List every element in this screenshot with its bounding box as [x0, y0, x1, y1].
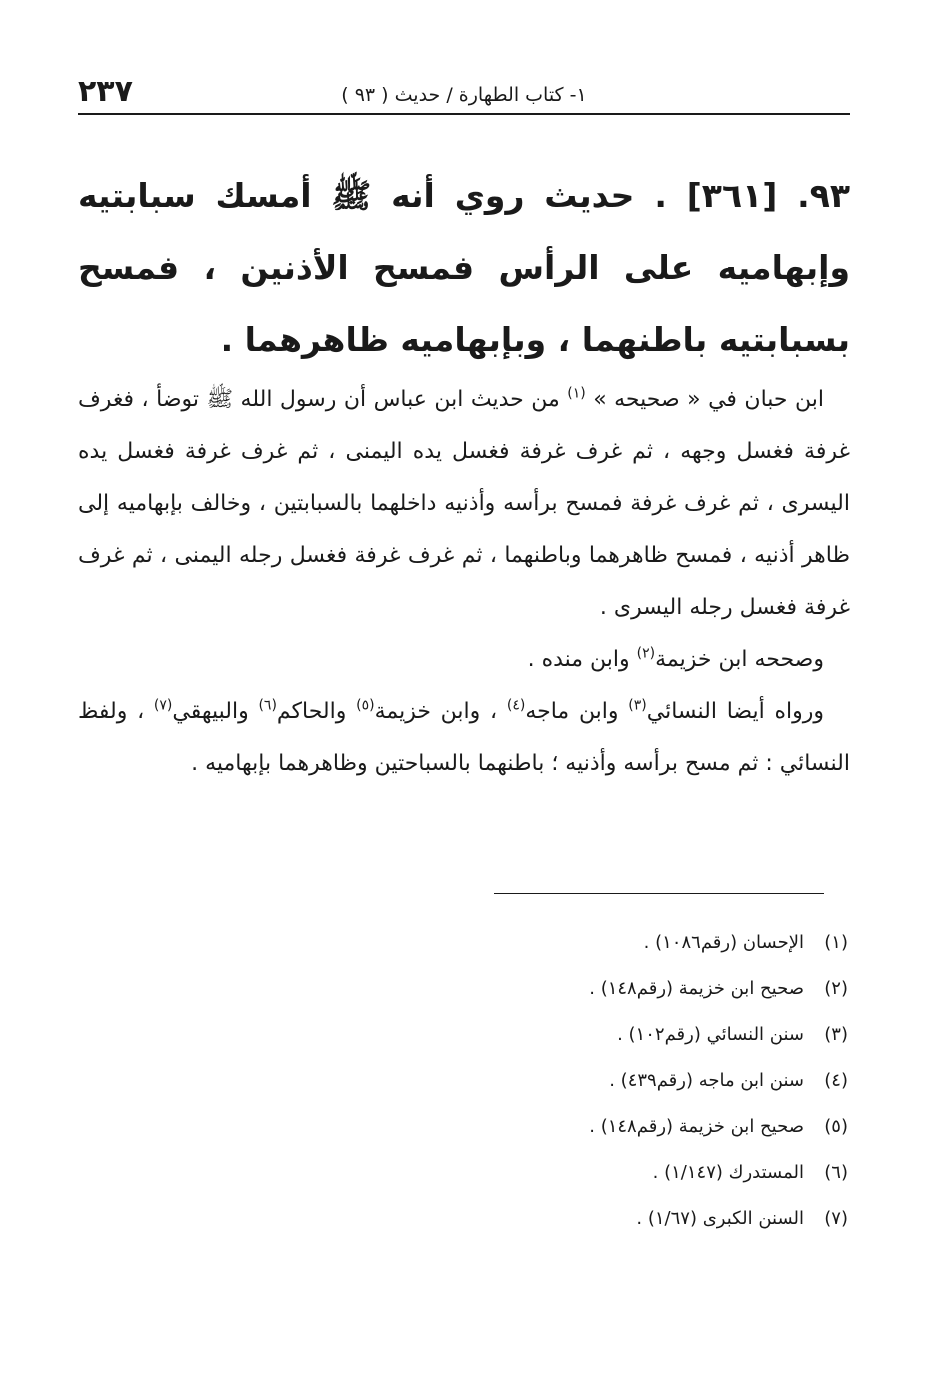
- paragraph-text: ، ولفظ النسائي : ثم مسح برأسه وأذنيه ؛ باطنهما بالسباحتين وظاهرهما بإبهاميه .: [78, 699, 850, 776]
- paragraph-text: ورواه أيضا النسائي: [646, 699, 824, 724]
- footnote-number: (٢): [824, 978, 848, 999]
- footnote-number: (٤): [824, 1070, 848, 1091]
- footnotes-list: [78, 920, 848, 1242]
- footnote-text: صحيح ابن خزيمة (رقم١٤٨) .: [589, 978, 804, 999]
- footnote-item: [78, 1196, 848, 1242]
- footnote-ref-5[interactable]: (٥): [356, 697, 375, 714]
- footnote-item: [78, 1058, 848, 1104]
- footnote-number: (١): [824, 932, 848, 953]
- footnote-item: [78, 1012, 848, 1058]
- footnote-ref-4[interactable]: (٤): [506, 697, 526, 714]
- footnote-text: صحيح ابن خزيمة (رقم١٤٨) .: [589, 1116, 804, 1137]
- footnote-ref-7[interactable]: (٧): [153, 697, 173, 714]
- commentary-paragraph-2: [78, 634, 850, 686]
- footnote-divider: [494, 893, 824, 894]
- footnote-ref-6[interactable]: (٦): [258, 697, 277, 714]
- footnote-number: (٧): [824, 1208, 848, 1229]
- footnote-ref-3[interactable]: (٣): [628, 697, 647, 714]
- paragraph-text: وصححه ابن خزيمة: [655, 647, 824, 672]
- footnote-item: [78, 920, 848, 966]
- footnote-text: السنن الكبرى (١/٦٧) .: [636, 1208, 804, 1229]
- footnote-text: سنن ابن ماجه (رقم٤٣٩) .: [609, 1070, 804, 1091]
- footnote-number: (٥): [824, 1116, 848, 1137]
- footnote-ref-1[interactable]: (١): [567, 385, 586, 402]
- commentary-paragraph-3: [78, 686, 850, 790]
- footnote-number: (٣): [824, 1024, 848, 1045]
- paragraph-text: والحاكم: [276, 699, 347, 724]
- footnote-ref-2[interactable]: (٢): [636, 645, 656, 662]
- footnote-item: [78, 1150, 848, 1196]
- running-title: ١- كتاب الطهارة / حديث ( ٩٣ ): [341, 84, 587, 106]
- paragraph-text: وابن منده .: [527, 647, 630, 672]
- footnote-item: [78, 1104, 848, 1150]
- page-header: [78, 68, 850, 112]
- footnote-item: [78, 966, 848, 1012]
- footnote-text: سنن النسائي (رقم١٠٢) .: [617, 1024, 804, 1045]
- paragraph-text: ، وابن خزيمة: [374, 699, 498, 724]
- commentary-body: [78, 374, 850, 790]
- hadith-heading: ٩٣. [٣٦١] . حديث روي أنه ﷺ أمسك سبابتيه وإبهاميه على الرأس فمسح الأذنين ، فمسح بسبابتيه باطنهما ، وبإبهاميه ظاهرهما .: [78, 176, 850, 359]
- page-number: ٢٣٧: [78, 74, 133, 109]
- commentary-paragraph-1: [78, 374, 850, 634]
- header-divider: [78, 113, 850, 115]
- footnote-text: المستدرك (١/١٤٧) .: [652, 1162, 804, 1183]
- paragraph-text: والبيهقي: [172, 699, 249, 724]
- paragraph-text: وابن ماجه: [525, 699, 619, 724]
- paragraph-text: ابن حبان في « صحيحه »: [593, 387, 824, 412]
- footnote-number: (٦): [824, 1162, 848, 1183]
- footnote-text: الإحسان (رقم١٠٨٦) .: [643, 932, 804, 953]
- paragraph-text: من حديث ابن عباس أن رسول الله ﷺ توضأ ، فغرف غرفة فغسل وجهه ، ثم غرف غرفة فغسل يده اليمنى ، ثم غرف غرفة فغسل يده اليسرى ، ثم غرف غرفة فمسح برأسه وأذنيه داخلهما بالسبابتين ، وخالف بإبهاميه إلى ظاهر أذنيه ، فمسح ظاهرهما وباطنهما ، ثم غرف غرفة فغسل رجله اليمنى ، ثم غرف غرفة فغسل رجله اليسرى .: [78, 387, 850, 620]
